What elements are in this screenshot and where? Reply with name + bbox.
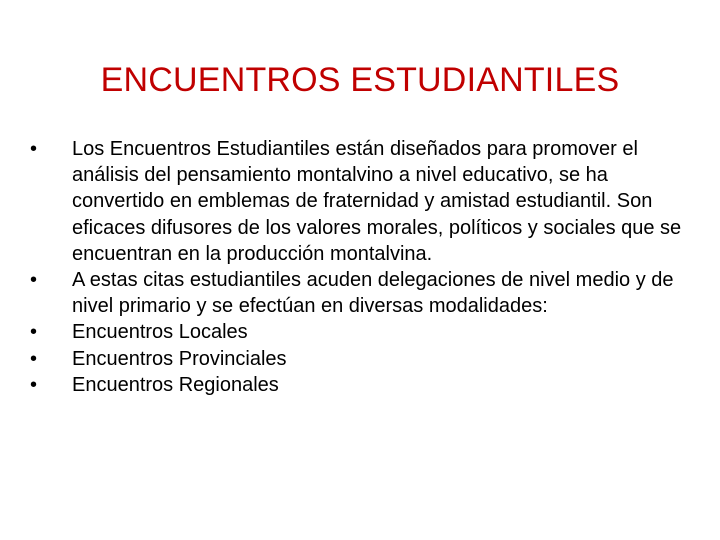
bullet-text: Los Encuentros Estudiantiles están diseñados para promover el análisis del pensamiento montalvino a nivel educativo, se ha convertido en emblemas de fraternidad y amistad estudiantil. Son eficaces difusores de los valores morales, políticos y sociales que se encuentran en la producción montalvina. (72, 138, 682, 265)
bullet-item (30, 372, 700, 398)
bullet-dot-icon: • (30, 321, 38, 344)
bullet-item (30, 267, 700, 319)
bullet-text: Encuentros Locales (72, 321, 248, 344)
bullet-text: Encuentros Provinciales (72, 347, 287, 370)
bullet-item (30, 319, 700, 345)
bullet-dot-icon: • (30, 138, 38, 160)
bullet-list (30, 136, 700, 398)
bullet-item (30, 136, 700, 267)
slide-title: ENCUENTROS ESTUDIANTILES (100, 61, 620, 99)
bullet-dot-icon: • (30, 269, 38, 292)
bullet-dot-icon: • (30, 373, 38, 396)
bullet-item (30, 346, 700, 372)
bullet-dot-icon: • (30, 347, 38, 370)
bullet-text: A estas citas estudiantiles acuden delegaciones de nivel medio y de nivel primario y se efectúan en diversas modalidades: (72, 269, 674, 318)
bullet-text: Encuentros Regionales (72, 373, 279, 396)
